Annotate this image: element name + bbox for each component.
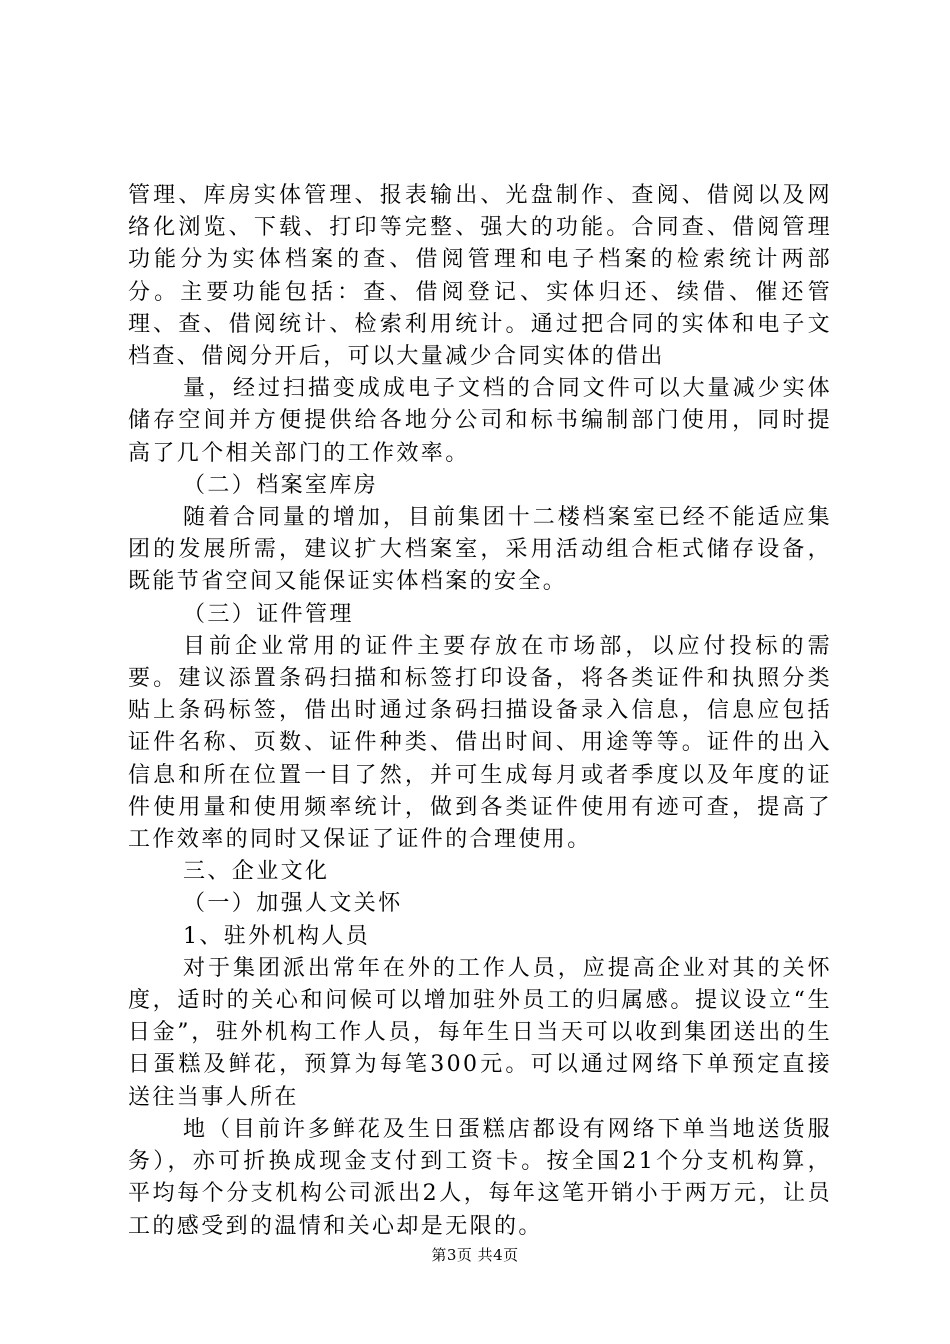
paragraph: 目前企业常用的证件主要存放在市场部，以应付投标的需要。建议添置条码扫描和标签打印设备，将各类证件和执照分类贴上条码标签，借出时通过条码扫描设备录入信息，信息应包括证件名称、页数、证件种类、借出时间、用途等等。证件的出入信息和所在位置一目了然，并可生成每月或者季度以及年度的证件使用量和使用频率统计，做到各类证件使用有迹可查，提高了工作效率的同时又保证了证件的合理使用。 — [128, 633, 832, 853]
page-number-footer: 第3页 共4页 — [431, 1246, 519, 1264]
subsection-heading: 1、驻外机构人员 — [183, 923, 371, 949]
paragraph: 随着合同量的增加，目前集团十二楼档案室已经不能适应集团的发展所需，建议扩大档案室，采用活动组合柜式储存设备，既能节省空间又能保证实体档案的安全。 — [128, 505, 832, 595]
chapter-heading: 三、企业文化 — [183, 859, 330, 885]
document-body — [128, 180, 832, 1243]
paragraph: 地（目前许多鲜花及生日蛋糕店都设有网络下单当地送货服务），亦可折换成现金支付到工资卡。按全国21个分支机构算，平均每个分支机构公司派出2人，每年这笔开销小于两万元，让员工的感受到的温情和关心却是无限的。 — [128, 1116, 832, 1239]
paragraph: 对于集团派出常年在外的工作人员，应提高企业对其的关怀度，适时的关心和问候可以增加驻外员工的归属感。提议设立“生日金”，驻外机构工作人员，每年生日当天可以收到集团送出的生日蛋糕及鲜花，预算为每笔300元。可以通过网络下单预定直接送往当事人所在 — [128, 955, 832, 1110]
paragraph: 量，经过扫描变成成电子文档的合同文件可以大量减少实体储存空间并方便提供给各地分公司和标书编制部门使用，同时提高了几个相关部门的工作效率。 — [128, 376, 832, 466]
section-heading: （二）档案室库房 — [183, 472, 379, 498]
section-heading: （一）加强人文关怀 — [183, 891, 403, 917]
section-heading: （三）证件管理 — [183, 601, 354, 627]
paragraph: 管理、库房实体管理、报表输出、光盘制作、查阅、借阅以及网络化浏览、下载、打印等完整、强大的功能。合同查、借阅管理功能分为实体档案的查、借阅管理和电子档案的检索统计两部分。主要功能包括：查、借阅登记、实体归还、续借、催还管理、查、借阅统计、检索利用统计。通过把合同的实体和电子文档查、借阅分开后，可以大量减少合同实体的借出 — [128, 183, 832, 370]
